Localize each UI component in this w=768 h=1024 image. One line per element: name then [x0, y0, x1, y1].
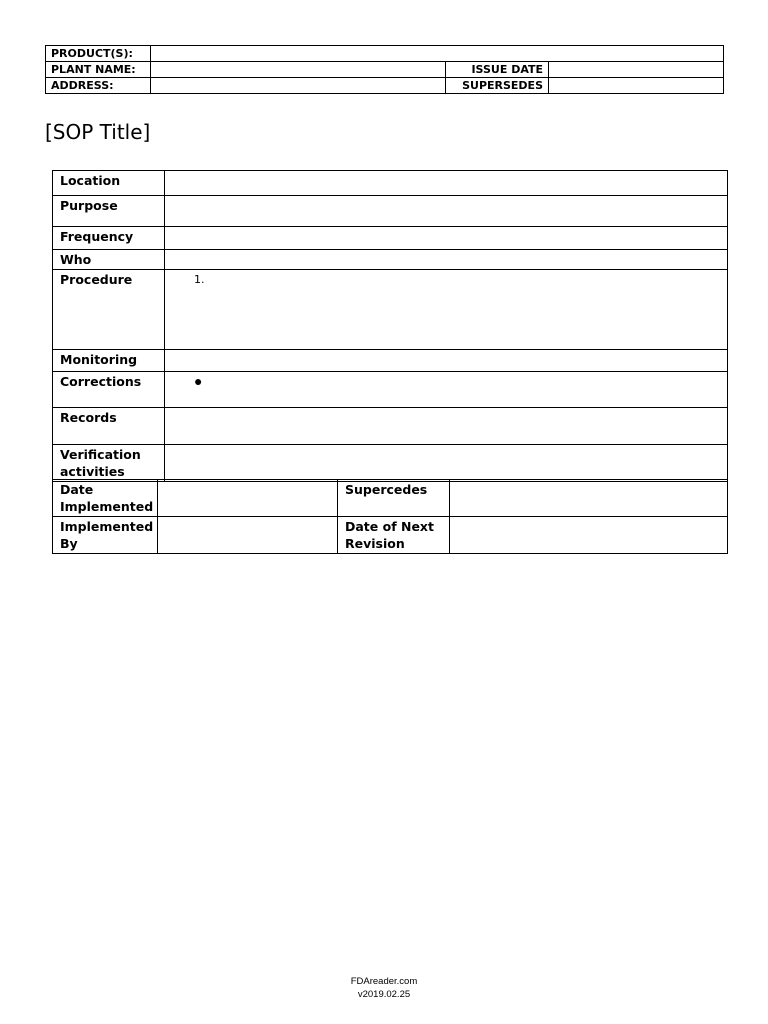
who-row — [53, 250, 728, 270]
page-footer — [0, 975, 768, 1001]
verification-label-line1: Verification — [60, 447, 141, 462]
products-label: PRODUCT(S): — [46, 46, 151, 62]
implemented-by-label-line2: By — [60, 536, 78, 551]
corrections-label: Corrections — [53, 372, 165, 408]
procedure-field[interactable] — [165, 270, 728, 350]
supersedes-field[interactable] — [549, 78, 724, 94]
who-label: Who — [53, 250, 165, 270]
next-revision-label-line2: Revision — [345, 536, 405, 551]
verification-field[interactable] — [165, 445, 728, 482]
procedure-label: Procedure — [53, 270, 165, 350]
products-row — [46, 46, 724, 62]
who-field[interactable] — [165, 250, 728, 270]
date-implemented-field[interactable] — [158, 480, 338, 517]
footer-site-link[interactable]: FDAreader.com — [350, 976, 418, 987]
supercedes-label: Supercedes — [338, 480, 450, 517]
implemented-by-label-line1: Implemented — [60, 519, 154, 534]
purpose-field[interactable] — [165, 196, 728, 227]
sop-table — [52, 170, 728, 482]
records-row — [53, 408, 728, 445]
header-info-table — [45, 45, 724, 94]
frequency-field[interactable] — [165, 227, 728, 250]
verification-label — [53, 445, 165, 482]
address-label: ADDRESS: — [46, 78, 151, 94]
purpose-label: Purpose — [53, 196, 165, 227]
implementation-table — [52, 479, 728, 554]
purpose-row — [53, 196, 728, 227]
next-revision-label — [338, 517, 450, 554]
implemented-by-label — [53, 517, 158, 554]
supersedes-label: SUPERSEDES — [446, 78, 549, 94]
corrections-field[interactable] — [165, 372, 728, 408]
plant-name-row — [46, 62, 724, 78]
plant-name-field[interactable] — [151, 62, 446, 78]
monitoring-row — [53, 350, 728, 372]
plant-name-label: PLANT NAME: — [46, 62, 151, 78]
corrections-row — [53, 372, 728, 408]
corrections-bullet: ● — [194, 373, 203, 389]
date-implemented-label-line2: Implemented — [60, 499, 154, 514]
records-field[interactable] — [165, 408, 728, 445]
issue-date-label: ISSUE DATE — [446, 62, 549, 78]
date-implemented-row — [53, 480, 728, 517]
products-field[interactable] — [151, 46, 724, 62]
frequency-label: Frequency — [53, 227, 165, 250]
procedure-row — [53, 270, 728, 350]
sop-title: [SOP Title] — [45, 120, 151, 144]
date-implemented-label-line1: Date — [60, 482, 94, 497]
records-label: Records — [53, 408, 165, 445]
supercedes-field[interactable] — [450, 480, 728, 517]
monitoring-field[interactable] — [165, 350, 728, 372]
address-row — [46, 78, 724, 94]
implemented-by-field[interactable] — [158, 517, 338, 554]
verification-label-line2: activities — [60, 464, 125, 479]
location-field[interactable] — [165, 171, 728, 196]
footer-version: v2019.02.25 — [357, 989, 411, 1000]
issue-date-field[interactable] — [549, 62, 724, 78]
monitoring-label: Monitoring — [53, 350, 165, 372]
frequency-row — [53, 227, 728, 250]
location-label: Location — [53, 171, 165, 196]
verification-row — [53, 445, 728, 482]
location-row — [53, 171, 728, 196]
procedure-list-item: 1. — [194, 273, 205, 286]
date-implemented-label — [53, 480, 158, 517]
implemented-by-row — [53, 517, 728, 554]
next-revision-field[interactable] — [450, 517, 728, 554]
address-field[interactable] — [151, 78, 446, 94]
next-revision-label-line1: Date of Next — [345, 519, 434, 534]
